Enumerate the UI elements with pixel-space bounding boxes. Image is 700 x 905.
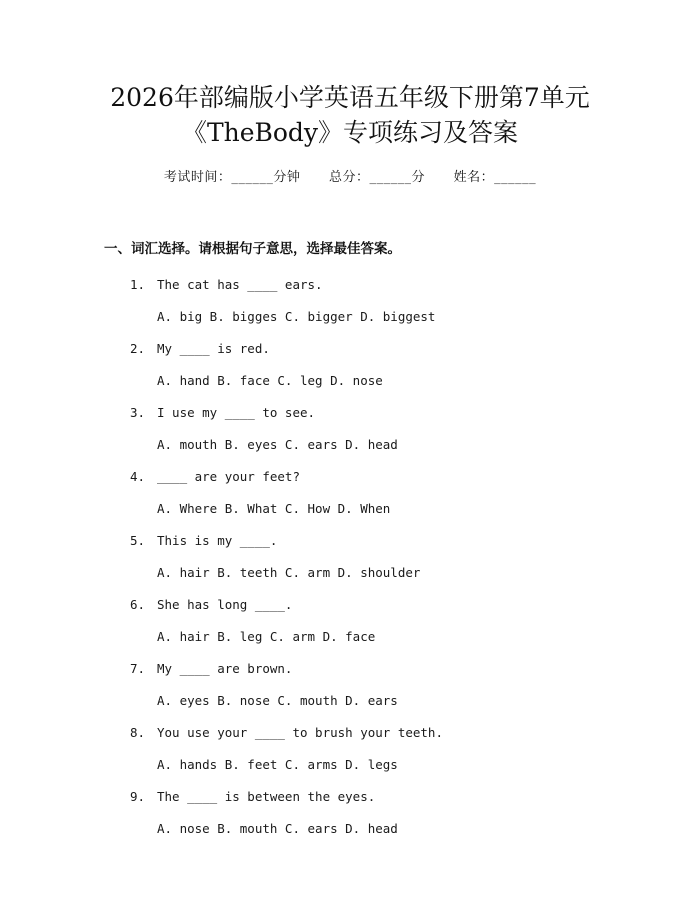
question-options: A. Where B. What C. How D. When	[157, 501, 391, 516]
question-item	[130, 589, 700, 653]
question-number: 6.	[130, 597, 146, 612]
question-options: A. hand B. face C. leg D. nose	[157, 373, 383, 388]
question-item	[130, 653, 700, 717]
question-options: A. nose B. mouth C. ears D. head	[157, 821, 398, 836]
question-item	[130, 269, 700, 333]
question-options: A. mouth B. eyes C. ears D. head	[157, 437, 398, 452]
question-options: A. eyes B. nose C. mouth D. ears	[157, 693, 398, 708]
question-number: 9.	[130, 789, 146, 804]
question-text: The ____ is between the eyes.	[157, 789, 376, 804]
question-text: The cat has ____ ears.	[157, 277, 323, 292]
question-text: She has long ____.	[157, 597, 293, 612]
question-text: ____ are your feet?	[157, 469, 300, 484]
question-number: 1.	[130, 277, 146, 292]
question-text: This is my ____.	[157, 533, 278, 548]
question-item	[130, 333, 700, 397]
section-heading: 一、词汇选择。请根据句子意思，选择最佳答案。	[104, 241, 401, 257]
title-line-1: 2026年部编版小学英语五年级下册第7单元	[110, 83, 590, 112]
question-list	[0, 269, 700, 845]
exam-score: 总分：______分	[328, 170, 425, 185]
question-options: A. hair B. teeth C. arm D. shoulder	[157, 565, 421, 580]
question-item	[130, 525, 700, 589]
question-number: 2.	[130, 341, 146, 356]
document-title	[0, 80, 700, 150]
question-text: I use my ____ to see.	[157, 405, 316, 420]
question-text: My ____ are brown.	[157, 661, 293, 676]
question-item	[130, 717, 700, 781]
question-text: My ____ is red.	[157, 341, 270, 356]
question-number: 7.	[130, 661, 146, 676]
question-number: 5.	[130, 533, 146, 548]
exam-meta	[0, 166, 700, 185]
question-text: You use your ____ to brush your teeth.	[157, 725, 443, 740]
student-name: 姓名：______	[453, 170, 537, 185]
question-options: A. hair B. leg C. arm D. face	[157, 629, 376, 644]
question-number: 8.	[130, 725, 146, 740]
question-options: A. hands B. feet C. arms D. legs	[157, 757, 398, 772]
question-options: A. big B. bigges C. bigger D. biggest	[157, 309, 436, 324]
question-number: 4.	[130, 469, 146, 484]
question-item	[130, 397, 700, 461]
exam-time: 考试时间：______分钟	[163, 170, 301, 185]
title-line-2: 《TheBody》专项练习及答案	[181, 118, 519, 147]
question-number: 3.	[130, 405, 146, 420]
question-item	[130, 461, 700, 525]
question-item	[130, 781, 700, 845]
